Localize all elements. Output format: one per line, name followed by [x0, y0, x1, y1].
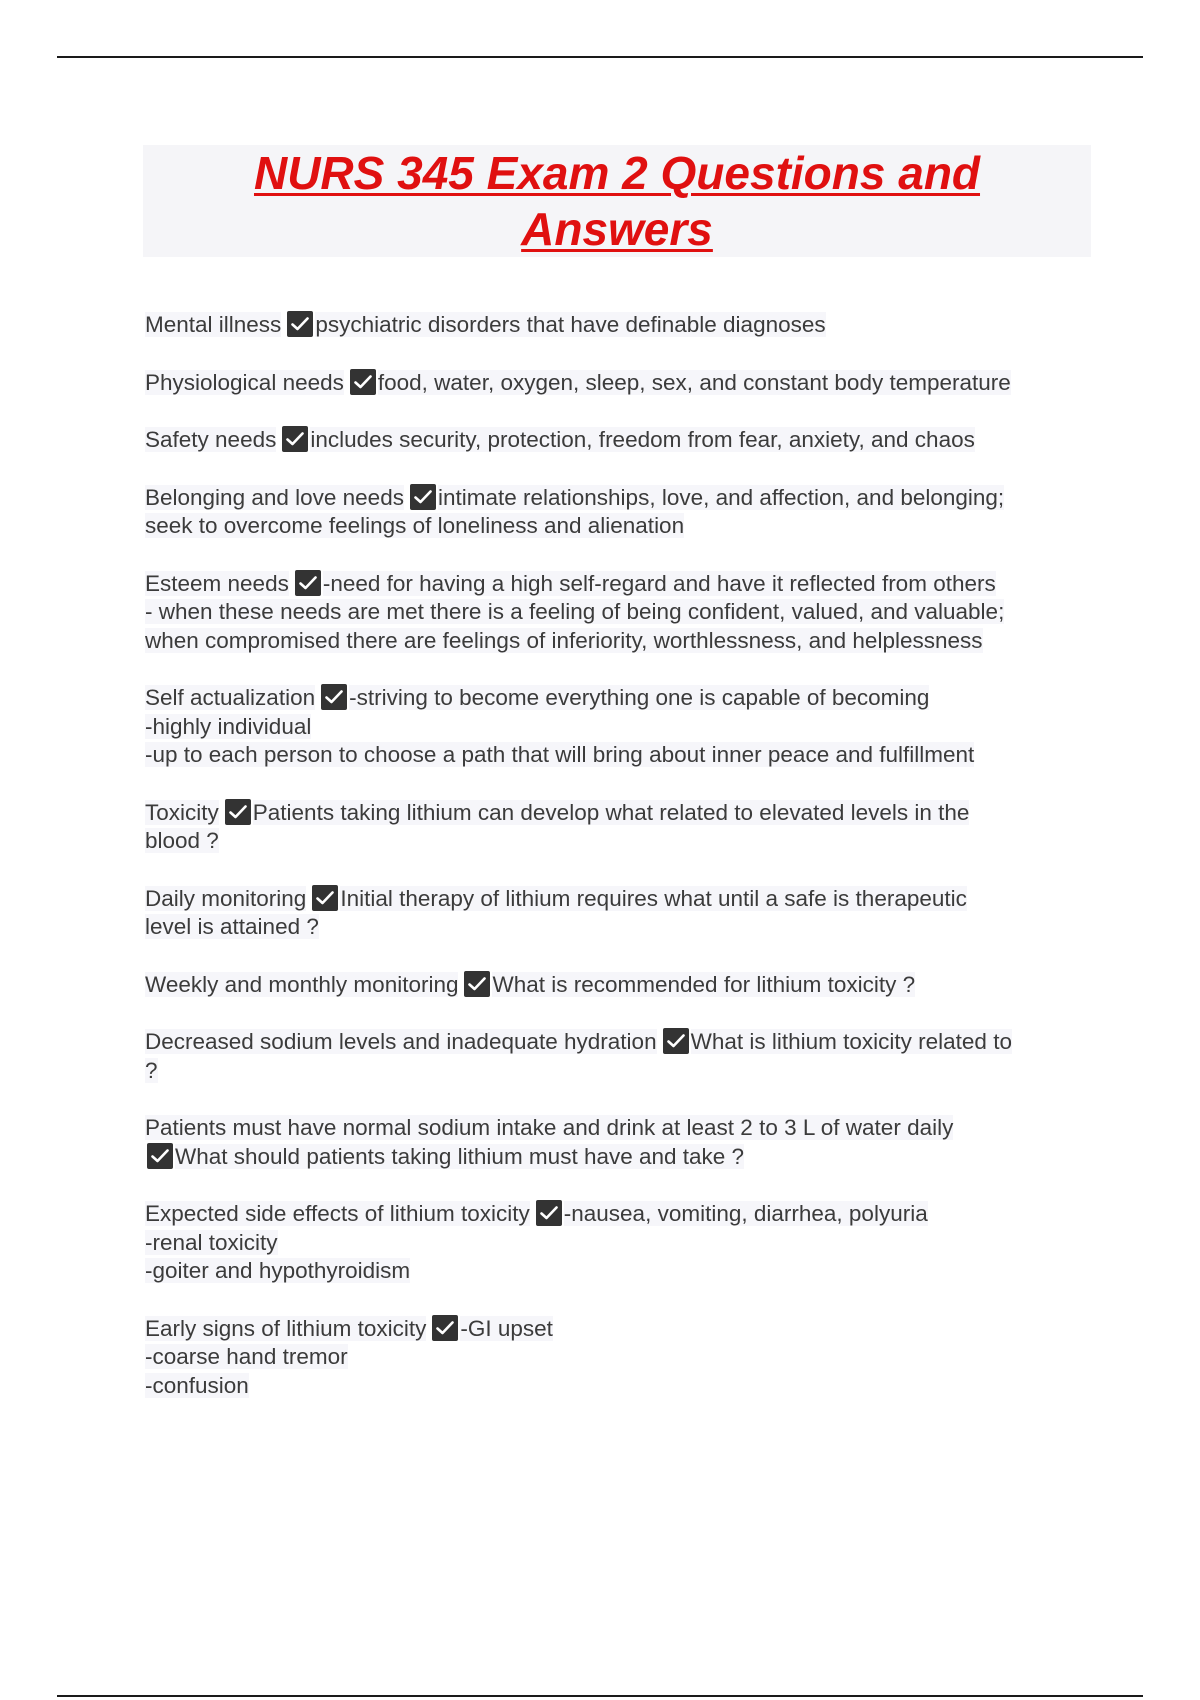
qa-answer-line: -striving to become everything one is capable of becoming — [349, 685, 930, 710]
qa-line — [145, 1200, 1090, 1229]
qa-item — [145, 1114, 1090, 1171]
qa-list — [145, 311, 1090, 1429]
qa-item — [145, 1315, 1090, 1401]
qa-term: Belonging and love needs — [145, 484, 404, 510]
qa-item — [145, 570, 1090, 656]
qa-answer-line: -up to each person to choose a path that will bring about inner peace and fulfillment — [145, 742, 975, 767]
qa-line — [145, 627, 1090, 656]
qa-item — [145, 484, 1090, 541]
qa-item — [145, 1028, 1090, 1085]
qa-answer-line: level is attained ? — [145, 914, 319, 939]
qa-answer-line: What is recommended for lithium toxicity ? — [492, 971, 916, 997]
qa-line — [145, 1143, 1090, 1172]
qa-answer-line: seek to overcome feelings of loneliness and alienation — [145, 513, 685, 538]
qa-item — [145, 369, 1090, 398]
qa-answer-line: -GI upset — [460, 1315, 553, 1341]
qa-line — [145, 1315, 1090, 1344]
qa-line — [145, 484, 1090, 513]
qa-line — [145, 827, 1090, 856]
qa-term: Toxicity — [145, 799, 219, 825]
qa-line — [145, 799, 1090, 828]
qa-line — [145, 1229, 1090, 1258]
qa-answer-line: What is lithium toxicity related to — [690, 1029, 1012, 1054]
qa-line — [145, 598, 1090, 627]
qa-line — [145, 512, 1090, 541]
qa-term: Patients must have normal sodium intake and drink at least 2 to 3 L of water daily — [145, 1115, 954, 1140]
checkmark-box-icon — [350, 369, 376, 395]
qa-line — [145, 1372, 1090, 1401]
qa-answer-line: -coarse hand tremor — [145, 1344, 348, 1369]
qa-line — [145, 684, 1090, 713]
top-rule — [57, 56, 1143, 58]
qa-term: Decreased sodium levels and inadequate hydration — [145, 1029, 657, 1054]
qa-answer-line: food, water, oxygen, sleep, sex, and constant body temperature — [377, 369, 1011, 395]
qa-item — [145, 885, 1090, 942]
qa-answer-line: includes security, protection, freedom from fear, anxiety, and chaos — [310, 427, 975, 452]
checkmark-box-icon — [147, 1143, 173, 1169]
qa-term: Weekly and monthly monitoring — [145, 971, 459, 997]
qa-line — [145, 1114, 1090, 1143]
qa-answer-line: - when these needs are met there is a feeling of being confident, valued, and valuable; — [145, 599, 1005, 624]
qa-line — [145, 1343, 1090, 1372]
qa-line — [145, 971, 1090, 1000]
checkmark-box-icon — [295, 570, 321, 596]
checkmark-box-icon — [536, 1200, 562, 1226]
qa-term: Daily monitoring — [145, 885, 307, 911]
qa-term: Mental illness — [145, 312, 282, 337]
bottom-rule — [57, 1695, 1143, 1697]
checkmark-box-icon — [410, 484, 436, 510]
qa-line — [145, 1257, 1090, 1286]
qa-line — [145, 1057, 1090, 1086]
qa-answer-line: when compromised there are feelings of inferiority, worthlessness, and helplessness — [145, 627, 983, 653]
qa-term: Esteem needs — [145, 570, 289, 596]
qa-item — [145, 684, 1090, 770]
checkmark-box-icon — [432, 1315, 458, 1341]
page-title-line-1: NURS 345 Exam 2 Questions and — [253, 147, 981, 199]
qa-line — [145, 913, 1090, 942]
qa-term: Safety needs — [145, 427, 277, 452]
qa-line — [145, 741, 1090, 770]
qa-answer-line: -goiter and hypothyroidism — [145, 1258, 411, 1283]
qa-answer-line: Initial therapy of lithium requires what until a safe is therapeutic — [340, 885, 967, 911]
checkmark-box-icon — [287, 311, 313, 337]
qa-answer-line: ? — [145, 1057, 158, 1083]
qa-line — [145, 1028, 1090, 1057]
qa-item — [145, 1200, 1090, 1286]
qa-term: Self actualization — [145, 685, 316, 710]
qa-line — [145, 570, 1090, 599]
qa-item — [145, 426, 1090, 455]
qa-item — [145, 311, 1090, 340]
checkmark-box-icon — [312, 885, 338, 911]
checkmark-box-icon — [282, 426, 308, 452]
qa-line — [145, 426, 1090, 455]
page-title-line-2: Answers — [521, 203, 713, 255]
checkmark-box-icon — [321, 684, 347, 710]
qa-line — [145, 311, 1090, 340]
qa-line — [145, 713, 1090, 742]
qa-answer-line: -renal toxicity — [145, 1229, 278, 1255]
qa-line — [145, 885, 1090, 914]
qa-answer-line: -need for having a high self-regard and have it reflected from others — [322, 570, 996, 596]
qa-answer-line: What should patients taking lithium must have and take ? — [175, 1143, 745, 1169]
checkmark-box-icon — [225, 799, 251, 825]
qa-answer-line: -nausea, vomiting, diarrhea, polyuria — [563, 1201, 928, 1226]
checkmark-box-icon — [663, 1028, 689, 1054]
qa-term: Expected side effects of lithium toxicity — [145, 1201, 530, 1226]
qa-line — [145, 369, 1090, 398]
title-block — [143, 145, 1091, 257]
qa-answer-line: -confusion — [145, 1372, 249, 1398]
qa-term: Early signs of lithium toxicity — [145, 1315, 427, 1341]
qa-item — [145, 971, 1090, 1000]
qa-answer-line: blood ? — [145, 828, 219, 853]
qa-term: Physiological needs — [145, 369, 344, 395]
checkmark-box-icon — [464, 971, 490, 997]
qa-answer-line: Patients taking lithium can develop what related to elevated levels in the — [252, 799, 970, 825]
qa-answer-line: -highly individual — [145, 713, 312, 739]
qa-item — [145, 799, 1090, 856]
qa-answer-line: intimate relationships, love, and affection, and belonging; — [437, 484, 1005, 510]
qa-answer-line: psychiatric disorders that have definable diagnoses — [315, 312, 826, 337]
